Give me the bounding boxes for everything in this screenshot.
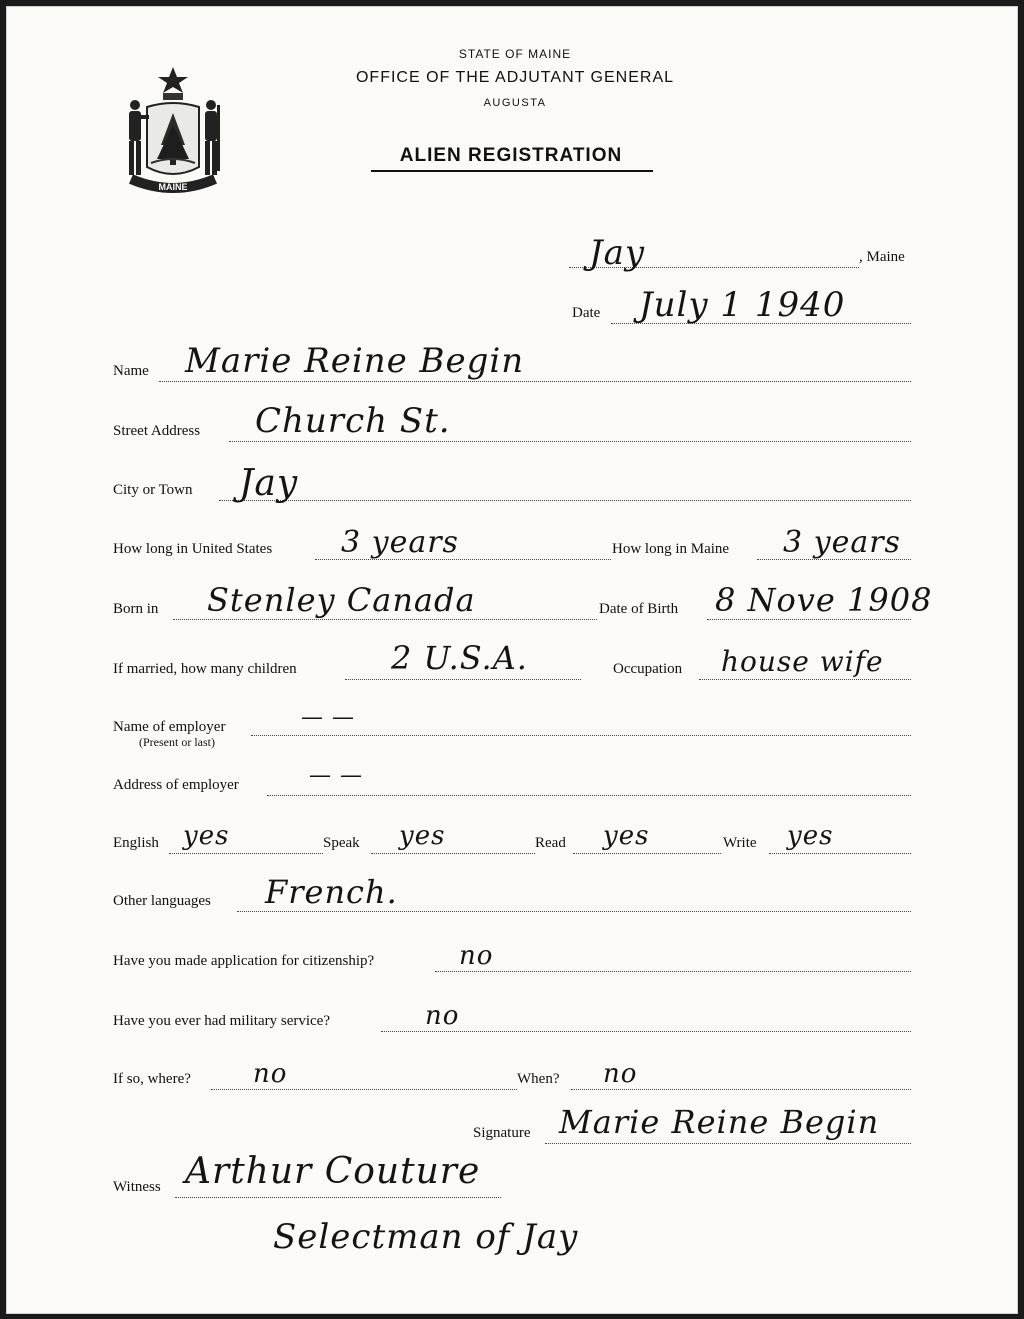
citizenship-line (435, 971, 911, 972)
long-maine-entry: 3 years (783, 525, 901, 560)
name-line (159, 381, 911, 382)
where-entry: no (253, 1059, 288, 1089)
children-line (345, 679, 581, 680)
born-label: Born in (113, 601, 159, 617)
children-entry: 2 U.S.A. (391, 639, 528, 677)
seal-ribbon-text: MAINE (158, 182, 188, 192)
write-entry: yes (787, 821, 834, 851)
long-maine-label: How long in Maine (612, 541, 730, 557)
citizenship-label: Have you made application for citizenship? (113, 953, 375, 969)
employer-label: Name of employer (113, 719, 226, 735)
employer-address-label: Address of employer (113, 777, 239, 793)
english-entry: yes (183, 821, 230, 851)
form-title: ALIEN REGISTRATION (399, 145, 623, 166)
long-us-entry: 3 years (341, 525, 459, 560)
employer-address-line (267, 795, 911, 796)
signature-entry: Marie Reine Begin (559, 1103, 880, 1141)
born-line (173, 619, 597, 620)
street-line (229, 441, 911, 442)
witness-entry: Arthur Couture (185, 1151, 481, 1192)
witness-line (175, 1197, 501, 1198)
registration-form (6, 6, 1018, 1314)
speak-label: Speak (323, 835, 360, 851)
other-languages-entry: French. (265, 873, 398, 911)
witness-label: Witness (113, 1179, 161, 1195)
header-city: AUGUSTA (483, 97, 547, 109)
when-entry: no (603, 1059, 638, 1089)
born-entry: Stenley Canada (207, 581, 476, 619)
signature-label: Signature (473, 1125, 531, 1141)
dob-entry: 8 Nove 1908 (715, 581, 933, 619)
state-seal-icon (117, 63, 229, 197)
employer-note: (Present or last) (139, 735, 215, 749)
city-label: City or Town (113, 482, 193, 498)
where-line (211, 1089, 517, 1090)
town-entry: Jay (589, 233, 646, 273)
speak-entry: yes (399, 821, 446, 851)
employer-line (251, 735, 911, 736)
write-line (769, 853, 911, 854)
date-label: Date (572, 305, 601, 321)
dob-label: Date of Birth (599, 601, 679, 617)
header-state: STATE OF MAINE (458, 47, 572, 61)
employer-entry: — — (301, 705, 355, 730)
occupation-label: Occupation (613, 661, 683, 677)
read-line (573, 853, 721, 854)
write-label: Write (723, 835, 757, 851)
name-entry: Marie Reine Begin (185, 341, 525, 381)
military-entry: no (425, 1001, 460, 1031)
street-label: Street Address (113, 423, 201, 439)
street-entry: Church St. (255, 401, 451, 441)
date-entry: July 1 1940 (639, 285, 846, 325)
witness-title-entry: Selectman of Jay (273, 1217, 579, 1257)
read-label: Read (535, 835, 566, 851)
city-entry: Jay (239, 463, 299, 504)
children-label: If married, how many children (113, 661, 297, 677)
occupation-line (699, 679, 911, 680)
title-underline (371, 170, 653, 172)
town-suffix-label: , Maine (859, 249, 905, 265)
english-line (169, 853, 323, 854)
other-languages-line (237, 911, 911, 912)
dob-line (707, 619, 911, 620)
name-label: Name (113, 363, 149, 379)
english-label: English (113, 835, 159, 851)
other-languages-label: Other languages (113, 893, 211, 909)
occupation-entry: house wife (721, 645, 884, 678)
signature-line (545, 1143, 911, 1144)
military-line (381, 1031, 911, 1032)
citizenship-entry: no (459, 941, 494, 971)
speak-line (371, 853, 535, 854)
employer-address-entry: — — (309, 763, 363, 788)
header-office: OFFICE OF THE ADJUTANT GENERAL (355, 69, 675, 86)
when-label: When? (517, 1071, 560, 1087)
when-line (571, 1089, 911, 1090)
long-us-label: How long in United States (113, 541, 273, 557)
where-label: If so, where? (113, 1071, 191, 1087)
military-label: Have you ever had military service? (113, 1013, 330, 1029)
city-line (219, 500, 911, 501)
read-entry: yes (603, 821, 650, 851)
